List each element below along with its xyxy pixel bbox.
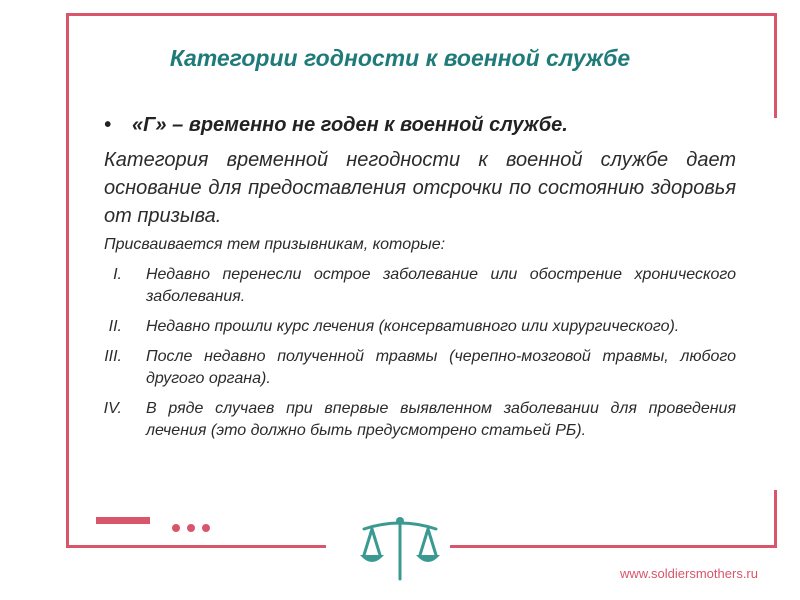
decorative-dot: [172, 524, 180, 532]
bullet-text: «Г» – временно не годен к военной службе.: [132, 114, 568, 136]
bullet-dot: •: [104, 114, 112, 136]
list-item: [70, 264, 736, 308]
decorative-dot: [187, 524, 195, 532]
decorative-dot: [202, 524, 210, 532]
list-item: [70, 398, 736, 442]
list-item-text: После недавно полученной травмы (черепно-мозговой травмы, любого другого органа).: [146, 348, 736, 387]
frame-left-line: [66, 13, 69, 548]
list-item-text: Недавно прошли курс лечения (консервативного или хирургического).: [146, 318, 680, 335]
frame-top-line: [66, 13, 777, 16]
list-item: [70, 316, 736, 338]
list-numeral: II.: [108, 318, 122, 335]
bullet-line: [104, 114, 744, 137]
frame-bottom-right-line: [450, 545, 777, 548]
numbered-list: [70, 264, 736, 450]
frame-bottom-left-line: [66, 545, 326, 548]
description-paragraph: Категория временной негодности к военной службе дает основание для предоставления отсрочки по состоянию здоровья от призыва.: [104, 149, 736, 227]
list-item: [70, 346, 736, 390]
slide-title: Категории годности к военной службе: [169, 45, 631, 71]
list-item-text: Недавно перенесли острое заболевание или обострение хронического заболевания.: [146, 266, 736, 305]
list-numeral: III.: [104, 348, 122, 365]
list-item-text: В ряде случаев при впервые выявленном заболевании для проведения лечения (это должно быть предусмотрено статьей РБ).: [146, 400, 736, 439]
decorative-dash: [96, 517, 150, 524]
list-numeral: IV.: [103, 400, 122, 417]
scales-of-justice-icon: [358, 515, 442, 583]
assigned-intro: Присваивается тем призывникам, которые:: [104, 236, 446, 253]
website-url[interactable]: www.soldiersmothers.ru: [620, 566, 758, 581]
frame-right-lower-line: [774, 490, 777, 548]
list-numeral: I.: [113, 266, 122, 283]
